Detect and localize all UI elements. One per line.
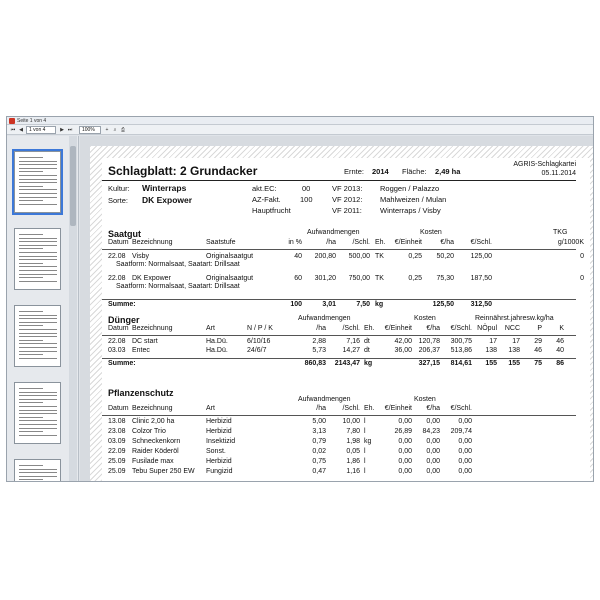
ernte-value: 2014 — [372, 167, 389, 176]
page-thumbnail[interactable] — [14, 228, 61, 290]
table-cell: 0,00 — [458, 468, 472, 475]
thumbnail-line — [19, 241, 57, 242]
column-header: Art — [206, 325, 215, 332]
sum-cell: 155 — [508, 360, 520, 367]
table-cell: 206,37 — [418, 347, 440, 354]
table-cell: 0,00 — [458, 438, 472, 445]
thumbnail-line — [19, 410, 57, 411]
table-cell: 0,25 — [408, 253, 422, 260]
ps-kosten-header: Kosten — [414, 396, 436, 403]
table-cell: dt — [364, 347, 370, 354]
thumbnail-line — [19, 256, 57, 257]
thumbnail-line — [19, 395, 57, 396]
column-header: /Schl. — [342, 405, 360, 412]
sum-cell: kg — [364, 360, 373, 367]
table-cell: dt — [364, 338, 370, 345]
thumbnail-line — [19, 204, 57, 205]
table-cell: 0,00 — [458, 418, 472, 425]
column-header: €/Einheit — [384, 405, 412, 412]
table-cell: TK — [375, 275, 384, 282]
duenger-kosten-header: Kosten — [414, 315, 436, 322]
thumbnail-line — [19, 347, 57, 348]
thumbnail-line — [19, 476, 57, 477]
table-cell: 1,86 — [346, 458, 360, 465]
column-header: €/ha — [426, 325, 440, 332]
table-cell: Herbizid — [206, 428, 232, 435]
table-cell: 42,00 — [394, 338, 412, 345]
window-title: Seite 1 von 4 — [17, 118, 47, 124]
thumbnail-line — [19, 245, 57, 246]
kultur-label: Kultur: — [108, 184, 130, 193]
thumbnail-line — [19, 325, 43, 326]
table-cell: Colzor Trio — [132, 428, 166, 435]
thumbnail-line — [19, 399, 57, 400]
zoom-in-icon[interactable]: + — [105, 127, 109, 133]
thumbnail-line — [19, 186, 43, 187]
table-cell: 138 — [485, 347, 497, 354]
thumbnail-line — [19, 179, 57, 180]
table-cell: 3,13 — [312, 428, 326, 435]
table-cell: 0,47 — [312, 468, 326, 475]
last-page-icon[interactable]: ⏭ — [67, 127, 73, 133]
report-date: 05.11.2014 — [541, 170, 576, 177]
thumbnail-line — [19, 311, 43, 312]
table-cell: 0,00 — [426, 458, 440, 465]
next-page-icon[interactable]: ▶ — [60, 127, 64, 133]
table-cell: 0,75 — [312, 458, 326, 465]
table-cell: 22.08 — [108, 338, 126, 345]
table-cell: 187,50 — [470, 275, 492, 282]
column-header: Datum — [108, 405, 129, 412]
ernte-label: Ernte: — [344, 167, 365, 176]
table-cell: 125,00 — [470, 253, 492, 260]
pdf-viewer-window — [6, 116, 594, 482]
sum-cell: 7,50 — [356, 301, 370, 308]
thumbnail-line — [19, 259, 57, 260]
thumbnail-line — [19, 333, 57, 334]
table-cell: 60 — [294, 275, 302, 282]
table-cell: l — [364, 418, 366, 425]
window-titlebar — [7, 117, 593, 125]
table-cell: 120,78 — [418, 338, 440, 345]
table-cell: 50,20 — [436, 253, 454, 260]
thumbnail-line — [19, 336, 57, 337]
saatgut-kosten-header: Kosten — [420, 229, 442, 236]
table-cell: 0,00 — [426, 468, 440, 475]
table-cell: 22.09 — [108, 448, 126, 455]
thumbnail-line — [19, 340, 43, 341]
column-header: €/ha — [426, 405, 440, 412]
app-icon — [9, 118, 15, 124]
thumbnail-line — [19, 182, 57, 183]
column-header: €/Schl. — [450, 325, 472, 332]
table-cell: 0,00 — [398, 418, 412, 425]
column-header: Eh. — [364, 405, 375, 412]
thumbnail-line — [19, 431, 43, 432]
page-number-field[interactable]: 1 von 4 — [26, 126, 56, 134]
thumbnail-line — [19, 263, 43, 264]
table-cell: 84,23 — [422, 428, 440, 435]
thumbnail-line — [19, 388, 43, 389]
column-header: Art — [206, 405, 215, 412]
search-icon[interactable]: ⌕ — [113, 127, 117, 133]
table-cell: 200,80 — [314, 253, 336, 260]
table-cell: Tebu Super 250 EW — [132, 468, 195, 475]
table-cell: 17 — [489, 338, 497, 345]
column-header: €/Schl. — [470, 239, 492, 246]
vf2013-label: VF 2013: — [332, 184, 363, 193]
table-cell: Fungizid — [206, 468, 233, 475]
table-cell: 0,00 — [398, 438, 412, 445]
thumbnail-line — [19, 238, 57, 239]
thumbnail-line — [19, 406, 57, 407]
thumbnail-line — [19, 175, 57, 176]
table-cell: 40 — [294, 253, 302, 260]
pflanzenschutz-title: Pflanzenschutz — [108, 388, 174, 398]
vf2013-value: Roggen / Palazzo — [380, 184, 440, 193]
sum-label: Summe: — [108, 360, 136, 367]
page-title: Schlagblatt: 2 Grundacker — [108, 164, 258, 178]
table-subrow: Saatform: Normalsaat, Saatart: Drillsaat — [116, 261, 240, 268]
sum-cell: 100 — [290, 301, 302, 308]
zoom-select[interactable]: 100% — [79, 126, 101, 134]
azfakt-label: AZ-Fakt. — [252, 195, 281, 204]
table-cell: 500,00 — [348, 253, 370, 260]
divider — [102, 415, 576, 416]
sum-label: Summe: — [108, 301, 136, 308]
column-header: N / P / K — [247, 325, 273, 332]
table-cell: 25.09 — [108, 468, 126, 475]
thumbnail-line — [19, 200, 43, 201]
table-cell: Insektizid — [206, 438, 236, 445]
table-cell: Ha.Dü. — [206, 347, 228, 354]
thumbnail-line — [19, 420, 57, 421]
saatgut-aufwand-header: Aufwandmengen — [307, 229, 360, 236]
column-header: €/Einheit — [394, 239, 422, 246]
vf2012-value: Mahlweizen / Mulan — [380, 195, 447, 204]
column-header: /Schl. — [352, 239, 370, 246]
duenger-aufwand-header: Aufwandmengen — [298, 315, 351, 322]
vf2011-value: Winterraps / Visby — [380, 206, 441, 215]
column-header: Bezeichnung — [132, 325, 173, 332]
thumbnail-line — [19, 417, 43, 418]
table-cell: 209,74 — [450, 428, 472, 435]
thumbnail-line — [19, 193, 57, 194]
table-cell: 0 — [580, 253, 584, 260]
table-cell: 0,00 — [426, 448, 440, 455]
thumbnail-line — [19, 358, 57, 359]
column-header: K — [559, 325, 564, 332]
column-header: /ha — [326, 239, 336, 246]
divider — [102, 299, 576, 300]
thumbnail-line — [19, 197, 57, 198]
thumbnail-line — [19, 318, 57, 319]
divider — [102, 180, 576, 181]
table-cell: 13.08 — [108, 418, 126, 425]
table-cell: 24/6/7 — [247, 347, 267, 354]
table-cell: 300,75 — [450, 338, 472, 345]
brand-label: AGRIS-Schlagkartei — [513, 161, 576, 168]
aktec-label: akt.EC: — [252, 184, 277, 193]
table-cell: l — [364, 428, 366, 435]
column-header: Saatstufe — [206, 239, 236, 246]
sorte-label: Sorte: — [108, 196, 129, 205]
thumbnail-line — [19, 424, 57, 425]
table-cell: 0,00 — [458, 458, 472, 465]
table-subrow: Saatform: Normalsaat, Saatart: Drillsaat — [116, 283, 240, 290]
table-cell: 22.08 — [108, 275, 126, 282]
column-header: /ha — [316, 325, 326, 332]
column-header: NÖpul — [477, 325, 497, 332]
thumbnail-line — [19, 270, 57, 271]
column-header: Eh. — [364, 325, 375, 332]
table-cell: 03.09 — [108, 438, 126, 445]
table-cell: Herbizid — [206, 418, 232, 425]
table-cell: TK — [375, 253, 384, 260]
page-thumbnail[interactable] — [14, 305, 61, 367]
table-cell: 23.08 — [108, 428, 126, 435]
column-header: Bezeichnung — [132, 405, 173, 412]
table-cell: 0,79 — [312, 438, 326, 445]
saatgut-title: Saatgut — [108, 229, 142, 239]
column-header: Bezeichnung — [132, 239, 173, 246]
duenger-rein-header: Reinnährst.jahresw.kg/ha — [475, 315, 554, 322]
prev-page-icon[interactable]: ◀ — [19, 127, 23, 133]
thumbnail-line — [19, 252, 57, 253]
table-cell: 0,00 — [398, 458, 412, 465]
column-header: P — [537, 325, 542, 332]
table-cell: 7,16 — [346, 338, 360, 345]
hauptfrucht-label: Hauptfrucht — [252, 206, 291, 215]
thumbnail-line — [19, 157, 43, 158]
table-cell: 6/10/16 — [247, 338, 271, 345]
print-icon[interactable]: ⎙ — [120, 127, 125, 133]
thumbnail-line — [19, 392, 57, 393]
page-thumbnail[interactable] — [14, 151, 61, 213]
thumbnail-pane — [7, 136, 79, 482]
ps-aufwand-header: Aufwandmengen — [298, 396, 351, 403]
thumbnail-line — [19, 274, 57, 275]
column-header: €/Schl. — [450, 405, 472, 412]
table-cell: Sonst. — [206, 448, 226, 455]
table-cell: 0,00 — [398, 468, 412, 475]
first-page-icon[interactable]: ⏮ — [10, 127, 16, 133]
azfakt-value: 100 — [300, 195, 313, 204]
table-cell: 2,88 — [312, 338, 326, 345]
column-header: Datum — [108, 325, 129, 332]
thumbnail-line — [19, 315, 57, 316]
table-cell: Originalsaatgut — [206, 253, 254, 260]
table-cell: kg — [364, 438, 372, 445]
vf2011-label: VF 2011: — [332, 206, 362, 215]
thumbnail-line — [19, 189, 57, 190]
sum-cell: 155 — [485, 360, 497, 367]
thumbnail-line — [19, 277, 43, 278]
table-cell: 7,80 — [346, 428, 360, 435]
thumbnail-line — [19, 413, 57, 414]
sum-cell: 860,83 — [304, 360, 326, 367]
thumbnail-line — [19, 428, 57, 429]
column-header: in % — [288, 239, 302, 246]
column-header: Datum — [108, 239, 129, 246]
table-cell: 1,16 — [346, 468, 360, 475]
divider — [102, 335, 576, 336]
table-cell: Ha.Dü. — [206, 338, 228, 345]
table-cell: Herbizid — [206, 458, 232, 465]
table-cell: 46 — [556, 338, 564, 345]
sum-cell: 75 — [534, 360, 542, 367]
thumbnail-line — [19, 161, 57, 162]
table-cell: 0,02 — [312, 448, 326, 455]
thumbnail-line — [19, 479, 43, 480]
saatgut-tkg-header: TKG — [553, 229, 568, 236]
flaeche-label: Fläche: — [402, 167, 427, 176]
thumbnail-line — [19, 164, 57, 165]
thumbnail-line — [19, 465, 43, 466]
table-cell: 301,20 — [314, 275, 336, 282]
table-cell: 14,27 — [342, 347, 360, 354]
table-cell: Schneckenkorn — [132, 438, 181, 445]
table-cell: 0,00 — [426, 438, 440, 445]
table-cell: 0 — [580, 275, 584, 282]
document-page — [90, 146, 594, 482]
aktec-value: 00 — [302, 184, 311, 193]
duenger-title: Dünger — [108, 315, 140, 325]
divider — [102, 358, 576, 359]
sum-cell: 86 — [556, 360, 564, 367]
table-cell: Raider Köderöl — [132, 448, 179, 455]
report-sheet — [102, 158, 590, 482]
thumbnail-scrollbar[interactable] — [69, 136, 77, 482]
table-cell: 75,30 — [436, 275, 454, 282]
table-cell: 0,05 — [346, 448, 360, 455]
table-cell: 22.08 — [108, 253, 126, 260]
page-thumbnail[interactable] — [14, 459, 61, 482]
table-cell: 0,00 — [426, 418, 440, 425]
table-cell: Entec — [132, 347, 150, 354]
table-cell: 26,89 — [394, 428, 412, 435]
sum-cell: kg — [375, 301, 384, 308]
table-cell: l — [364, 448, 366, 455]
table-cell: 17 — [512, 338, 520, 345]
thumbnail-line — [19, 351, 57, 352]
column-header: €/ha — [440, 239, 454, 246]
toolbar — [7, 125, 593, 135]
table-cell: 750,00 — [348, 275, 370, 282]
thumbnail-line — [19, 234, 43, 235]
thumbnail-line — [19, 281, 57, 282]
table-cell: 36,00 — [394, 347, 412, 354]
sum-cell: 814,61 — [450, 360, 472, 367]
column-header: /Schl. — [342, 325, 360, 332]
thumbnail-line — [19, 435, 57, 436]
thumbnail-line — [19, 322, 57, 323]
vf2012-label: VF 2012: — [332, 195, 363, 204]
column-header: g/1000K — [557, 239, 584, 246]
table-cell: 40 — [556, 347, 564, 354]
table-cell: 0,25 — [408, 275, 422, 282]
page-thumbnail[interactable] — [14, 382, 61, 444]
table-cell: DC start — [132, 338, 158, 345]
thumbnail-line — [19, 402, 43, 403]
table-cell: 03.03 — [108, 347, 126, 354]
table-cell: 138 — [508, 347, 520, 354]
thumbnail-line — [19, 266, 57, 267]
table-cell: 513,86 — [450, 347, 472, 354]
sum-cell: 3,01 — [322, 301, 336, 308]
flaeche-value: 2,49 ha — [435, 167, 461, 176]
table-cell: DK Expower — [132, 275, 171, 282]
table-cell: l — [364, 458, 366, 465]
thumbnail-line — [19, 329, 57, 330]
thumbnail-line — [19, 472, 57, 473]
thumbnail-line — [19, 469, 57, 470]
table-cell: 5,00 — [312, 418, 326, 425]
thumbnail-line — [19, 343, 57, 344]
table-cell: 0,00 — [458, 448, 472, 455]
table-cell: 25.09 — [108, 458, 126, 465]
table-cell: Clinic 2,00 ha — [132, 418, 175, 425]
table-cell: 5,73 — [312, 347, 326, 354]
table-cell: 29 — [534, 338, 542, 345]
column-header: NCC — [504, 325, 520, 332]
column-header: /ha — [316, 405, 326, 412]
table-cell: 46 — [534, 347, 542, 354]
kultur-value: Winterraps — [142, 183, 187, 193]
column-header: Eh. — [375, 239, 386, 246]
sum-cell: 312,50 — [470, 301, 492, 308]
table-cell: 0,00 — [398, 448, 412, 455]
table-cell: 1,98 — [346, 438, 360, 445]
document-viewport — [80, 136, 594, 482]
table-cell: Visby — [132, 253, 149, 260]
divider — [102, 249, 576, 250]
sum-cell: 327,15 — [418, 360, 440, 367]
table-cell: Fusilade max — [132, 458, 174, 465]
thumbnail-line — [19, 248, 43, 249]
column-header: €/Einheit — [384, 325, 412, 332]
sum-cell: 125,50 — [432, 301, 454, 308]
table-cell: 10,00 — [342, 418, 360, 425]
thumbnail-line — [19, 168, 57, 169]
thumbnail-line — [19, 354, 43, 355]
table-cell: Originalsaatgut — [206, 275, 254, 282]
sum-cell: 2143,47 — [334, 360, 360, 367]
thumbnail-line — [19, 171, 43, 172]
table-cell: l — [364, 468, 366, 475]
sorte-value: DK Expower — [142, 195, 193, 205]
scrollbar-thumb[interactable] — [70, 146, 76, 226]
